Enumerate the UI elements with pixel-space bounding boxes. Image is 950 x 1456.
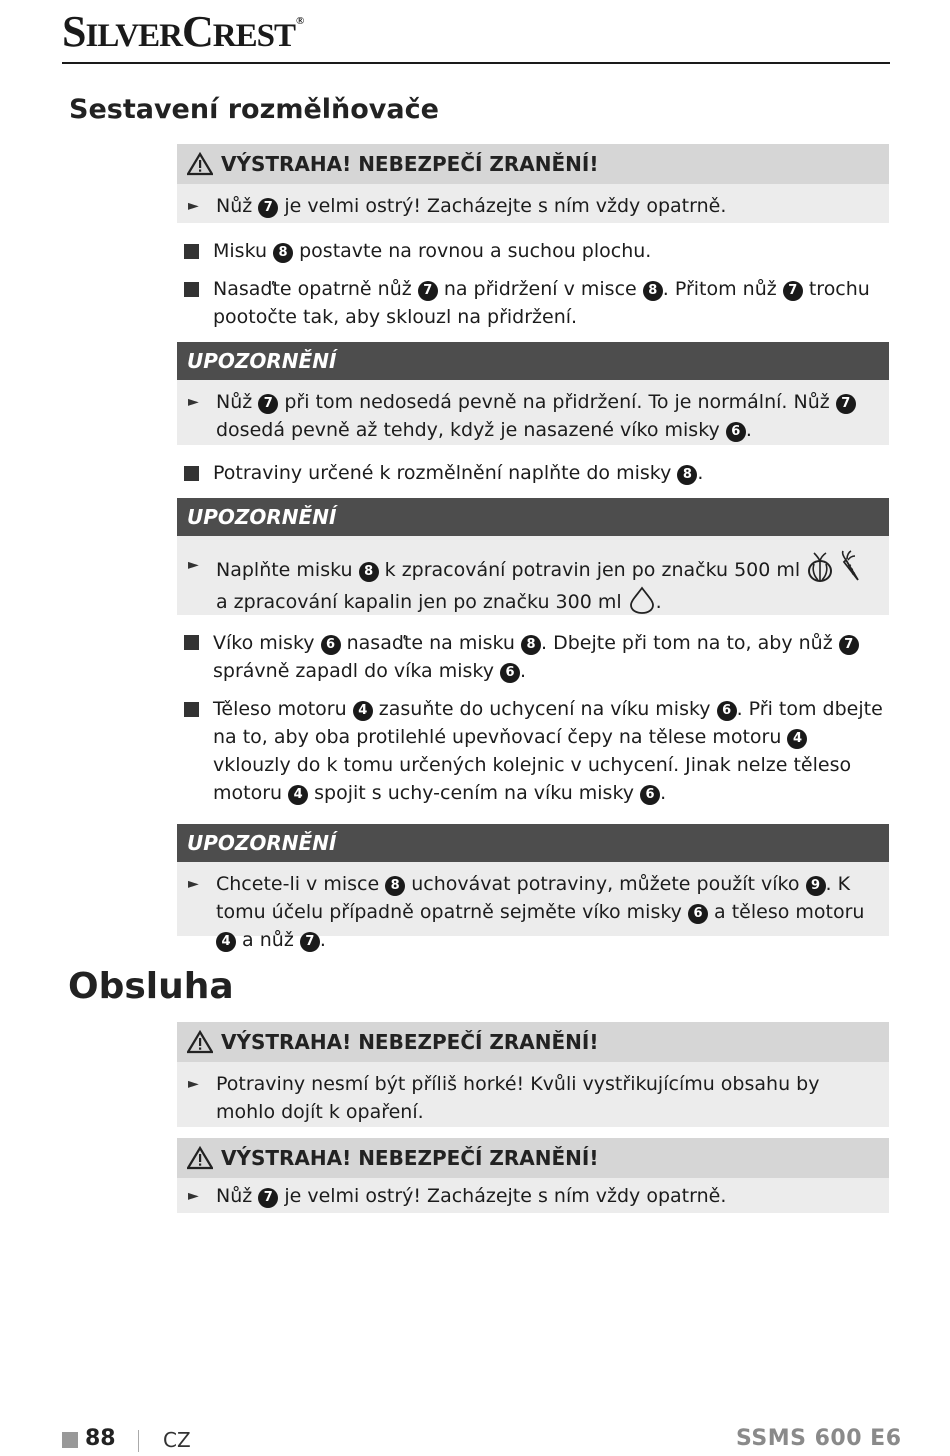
part-number: 4	[787, 729, 807, 749]
step-item: Víko misky 6 nasaďte na misku 8 . Dbejte při tom na to, aby nůž 7 správně zapadl do víka misky 6 .	[213, 629, 885, 685]
notice-box	[177, 824, 889, 951]
part-number: 8	[677, 465, 697, 485]
part-number: 7	[258, 394, 278, 414]
notice-box	[177, 342, 889, 445]
bullet-square	[184, 635, 199, 650]
part-number: 8	[521, 635, 541, 655]
step-item: Misku 8 postavte na rovnou a suchou plochu.	[213, 240, 652, 262]
arrow-bullet-icon: ►	[188, 876, 199, 892]
notice-header: UPOZORNĚNÍ	[177, 342, 889, 380]
part-number: 4	[353, 701, 373, 721]
section-heading: Sestavení rozmělňovače	[69, 94, 439, 125]
bullet-square	[184, 702, 199, 717]
part-number: 6	[640, 785, 660, 805]
arrow-bullet-icon: ►	[188, 394, 199, 410]
warning-text: ► Nůž 7 je velmi ostrý! Zacházejte s ním vždy opatrně.	[177, 184, 889, 230]
part-number: 7	[258, 198, 278, 218]
warning-triangle-icon	[187, 152, 213, 176]
brand-logo: SILVERCREST®	[62, 7, 304, 56]
part-number: 6	[717, 701, 737, 721]
footer-divider	[138, 1430, 139, 1452]
droplet-icon	[628, 586, 656, 614]
bullet-square	[184, 244, 199, 259]
step-item: Těleso motoru 4 zasuňte do uchycení na víku misky 6 . Při tom dbejte na to, aby oba protilehlé upevňovací čepy na tělese motoru 4 vklouzly do k tomu určených kolejnic v uchycení. Jinak nelze těleso motoru 4 spojit s uchy-cením na víku misky 6 .	[213, 698, 883, 804]
notice-text: ► Naplňte misku 8 k zpracování potravin jen po značku 500 ml a zpracování kapalin jen po značku 300 ml .	[177, 536, 889, 628]
part-number: 8	[385, 876, 405, 896]
part-number: 6	[321, 635, 341, 655]
warning-header	[177, 1022, 889, 1062]
part-number: 6	[726, 422, 746, 442]
notice-text: ► Chcete-li v misce 8 uchovávat potraviny, můžete použít víko 9 . K tomu účelu případně opatrně sejměte víko misky 6 a těleso motoru 4 a nůž 7 .	[177, 862, 889, 964]
model-number: SSMS 600 E6	[736, 1426, 902, 1451]
part-number: 8	[273, 243, 293, 263]
bullet-square	[184, 282, 199, 297]
arrow-bullet-icon: ►	[188, 1188, 199, 1204]
header-rule	[62, 62, 890, 64]
warning-header	[177, 1138, 889, 1178]
arrow-bullet-icon: ►	[188, 198, 199, 214]
main-heading: Obsluha	[68, 966, 234, 1007]
warning-text: ► Nůž 7 je velmi ostrý! Zacházejte s ním vždy opatrně.	[177, 1178, 889, 1220]
warning-triangle-icon	[187, 1146, 213, 1170]
arrow-bullet-icon: ►	[188, 1076, 199, 1092]
part-number: 7	[258, 1188, 278, 1208]
warning-title: VÝSTRAHA! NEBEZPEČÍ ZRANĚNÍ!	[221, 1030, 599, 1054]
warning-header	[177, 144, 889, 184]
step-item: Nasaďte opatrně nůž 7 na přidržení v misce 8 . Přitom nůž 7 trochu pootočte tak, aby sklouzl na přidržení.	[213, 278, 870, 328]
part-number: 6	[500, 663, 520, 683]
part-number: 8	[643, 281, 663, 301]
notice-header: UPOZORNĚNÍ	[177, 824, 889, 862]
notice-text: ► Nůž 7 při tom nedosedá pevně na přidržení. To je normální. Nůž 7 dosedá pevně až tehdy, když je nasazené víko misky 6 .	[177, 380, 889, 454]
warning-text: ► Potraviny nesmí být příliš horké! Kvůli vystřikujícímu obsahu by mohlo dojít k opaření.	[177, 1062, 889, 1136]
part-number: 7	[300, 932, 320, 952]
notice-header: UPOZORNĚNÍ	[177, 498, 889, 536]
onion-icon	[806, 552, 834, 582]
warning-box	[177, 1022, 889, 1127]
notice-box	[177, 498, 889, 615]
part-number: 4	[288, 785, 308, 805]
warning-triangle-icon	[187, 1030, 213, 1054]
part-number: 6	[688, 904, 708, 924]
language-code: CZ	[163, 1428, 191, 1452]
warning-title: VÝSTRAHA! NEBEZPEČÍ ZRANĚNÍ!	[221, 1146, 599, 1170]
warning-box	[177, 1138, 889, 1213]
warning-box	[177, 144, 889, 223]
carrot-icon	[840, 550, 862, 582]
part-number: 4	[216, 932, 236, 952]
part-number: 7	[418, 281, 438, 301]
part-number: 7	[783, 281, 803, 301]
page-number: 88	[85, 1426, 116, 1451]
footer-square	[62, 1432, 78, 1448]
step-item: Potraviny určené k rozmělnění naplňte do misky 8 .	[213, 462, 704, 484]
part-number: 7	[839, 635, 859, 655]
warning-title: VÝSTRAHA! NEBEZPEČÍ ZRANĚNÍ!	[221, 152, 599, 176]
arrow-bullet-icon: ►	[188, 557, 199, 573]
part-number: 9	[806, 876, 826, 896]
bullet-square	[184, 466, 199, 481]
part-number: 8	[359, 562, 379, 582]
part-number: 7	[836, 394, 856, 414]
